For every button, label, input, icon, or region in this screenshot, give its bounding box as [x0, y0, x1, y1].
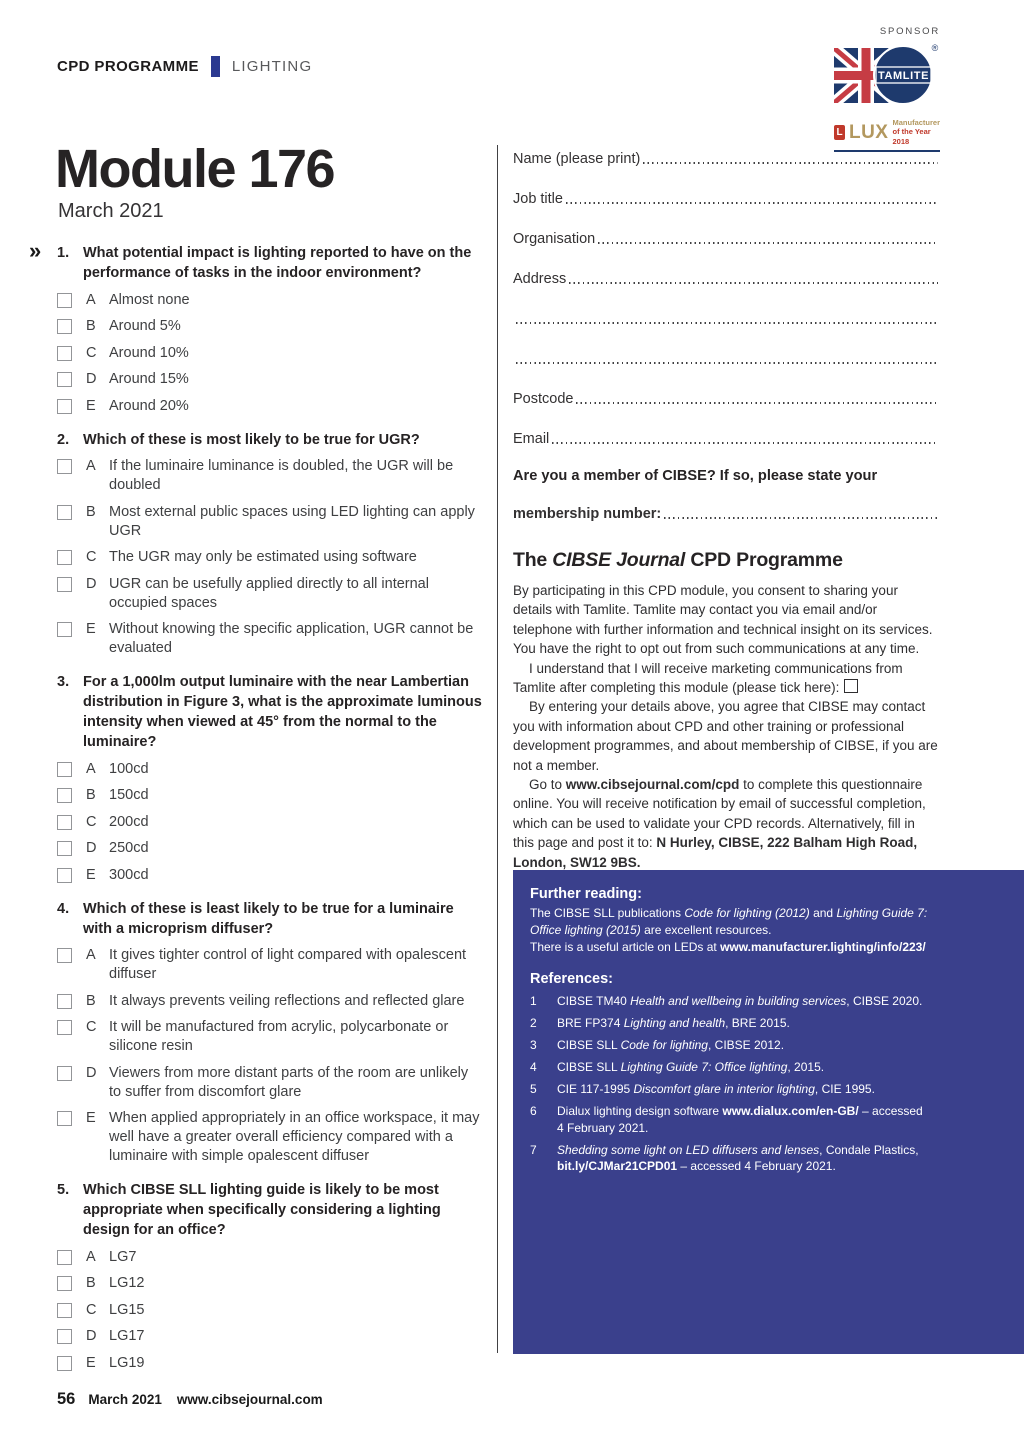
reference-item: [530, 1142, 930, 1175]
option-text: Viewers from more distant parts of the room are unlikely to suffer from discomfort glare: [109, 1064, 469, 1100]
option-letter: B: [86, 992, 96, 1009]
option-text: LG17: [109, 1328, 145, 1344]
option-row: [57, 786, 483, 805]
field-line[interactable]: [569, 282, 938, 284]
lux-wordmark: LUX: [848, 121, 889, 143]
option-letter: E: [86, 397, 96, 414]
option-text: It will be manufactured from acrylic, polycarbonate or silicone resin: [109, 1019, 449, 1054]
footer-issue: March 2021: [88, 1392, 162, 1407]
answer-checkbox[interactable]: [57, 1276, 72, 1291]
option-text: LG7: [109, 1248, 137, 1265]
form-column: [513, 147, 938, 872]
option-row: [57, 291, 483, 310]
option-letter: A: [86, 760, 96, 777]
option-letter: B: [86, 787, 96, 803]
answer-checkbox[interactable]: [57, 1356, 72, 1371]
option-text: 200cd: [109, 813, 149, 830]
reference-item: [530, 1015, 930, 1032]
quiz-column: [29, 238, 483, 1387]
option-row: [57, 370, 483, 389]
reference-number: 2: [530, 1016, 537, 1030]
answer-checkbox[interactable]: [57, 550, 72, 565]
footer-website: www.cibsejournal.com: [176, 1392, 323, 1407]
option-letter: A: [86, 1248, 96, 1265]
option-row: [57, 457, 483, 495]
answer-checkbox[interactable]: [57, 293, 72, 308]
question-text: For a 1,000lm output luminaire with the near Lambertian distribution in Figure 3, what is the approximate luminous intensity when viewed at 45° from the normal to the luminaire?: [83, 674, 482, 750]
option-text: Around 5%: [109, 318, 181, 334]
option-letter: D: [86, 840, 97, 856]
field-organisation[interactable]: [513, 227, 938, 247]
option-row: [57, 344, 483, 363]
registered-mark: ®: [931, 43, 939, 53]
answer-checkbox[interactable]: [57, 815, 72, 830]
reference-number: 4: [530, 1060, 537, 1074]
option-row: [57, 503, 483, 541]
field-name[interactable]: [513, 147, 938, 167]
field-label: membership number:: [513, 506, 662, 522]
tamlite-wordmark: TAMLITE: [877, 70, 930, 82]
answer-checkbox[interactable]: [57, 994, 72, 1009]
option-text: It gives tighter control of light compared with opalescent diffuser: [109, 947, 467, 982]
field-line[interactable]: [566, 202, 938, 204]
answer-checkbox[interactable]: [57, 948, 72, 963]
programme-paragraph: Go to www.cibsejournal.com/cpd to complete this questionnaire online. You will receive notification by email of successful completion, which can be used to validate your CPD records. Alternatively, fill in this page and post it to: N Hurley, CIBSE, 222 Balham High Road, London, SW12 9BS.: [513, 777, 926, 870]
option-row: [57, 1301, 483, 1320]
option-text: Without knowing the specific application, UGR cannot be evaluated: [109, 621, 474, 656]
field-label: Name (please print): [513, 151, 641, 167]
programme-paragraph: By entering your details above, you agree that CIBSE may contact you with information about CPD and other training or professional development programmes, and about membership of CIBSE, if you are not a member.: [513, 699, 938, 773]
page-date: March 2021: [58, 200, 164, 222]
reference-number: 5: [530, 1082, 537, 1096]
further-reading-panel: [513, 870, 1024, 1354]
answer-checkbox[interactable]: [57, 622, 72, 637]
reference-item: [530, 993, 930, 1010]
answer-checkbox[interactable]: [57, 788, 72, 803]
option-text: 300cd: [109, 866, 149, 883]
option-row: [57, 1327, 483, 1346]
answer-checkbox[interactable]: [57, 1020, 72, 1035]
reference-text: CIE 117-1995 Discomfort glare in interior lighting, CIE 1995.: [557, 1082, 875, 1096]
answer-checkbox[interactable]: [57, 868, 72, 883]
reference-number: 1: [530, 994, 537, 1008]
field-line[interactable]: [598, 242, 938, 244]
field-email[interactable]: [513, 427, 938, 447]
reference-text: CIBSE SLL Code for lighting, CIBSE 2012.: [557, 1038, 785, 1052]
answer-checkbox[interactable]: [57, 1303, 72, 1318]
option-text: If the luminaire luminance is doubled, the UGR will be doubled: [109, 458, 454, 493]
question-number: 5.: [57, 1182, 70, 1198]
option-letter: B: [86, 1275, 96, 1291]
answer-checkbox[interactable]: [57, 1111, 72, 1126]
option-text: The UGR may only be estimated using software: [109, 549, 417, 565]
question-text: Which of these is least likely to be true for a luminaire with a microprism diffuser?: [83, 900, 454, 937]
field-membership-number[interactable]: [513, 502, 938, 522]
option-row: [57, 397, 483, 416]
column-divider: [497, 145, 498, 1353]
field-address-line-2[interactable]: [513, 307, 938, 327]
question-text: Which CIBSE SLL lighting guide is likely to be most appropriate when specifically considering a lighting design for an office?: [83, 1182, 441, 1238]
option-text: It always prevents veiling reflections and reflected glare: [109, 992, 465, 1009]
lux-award: [834, 118, 940, 146]
reference-number: 6: [530, 1104, 537, 1118]
option-row: [57, 992, 483, 1011]
page-number: 56: [57, 1390, 76, 1408]
further-reading-title: Further reading:: [530, 886, 642, 902]
reference-text: CIBSE SLL Lighting Guide 7: Office lighting, 2015.: [557, 1060, 825, 1074]
option-letter: D: [86, 371, 97, 387]
tamlite-logo: [834, 40, 940, 110]
field-address-line-3[interactable]: [513, 347, 938, 367]
option-text: LG12: [109, 1275, 145, 1291]
option-letter: B: [86, 318, 96, 334]
option-row: [57, 813, 483, 832]
field-label: Job title: [513, 191, 563, 207]
answer-checkbox[interactable]: [57, 577, 72, 592]
reference-number: 3: [530, 1038, 537, 1052]
option-row: [57, 1354, 483, 1373]
reference-text: Dialux lighting design software www.dialux.com/en-GB/ – accessed 4 February 2021.: [557, 1104, 923, 1135]
option-row: [57, 620, 483, 658]
option-text: Around 10%: [109, 344, 189, 361]
lux-badge-icon: L: [834, 125, 845, 140]
answer-checkbox[interactable]: [57, 762, 72, 777]
question-number: 3.: [57, 674, 70, 690]
option-letter: C: [86, 813, 97, 830]
membership-question: Are you a member of CIBSE? If so, please state your: [513, 468, 878, 484]
reference-text: BRE FP374 Lighting and health, BRE 2015.: [557, 1016, 790, 1030]
option-letter: B: [86, 503, 96, 520]
question-text: What potential impact is lighting reported to have on the performance of tasks in the indoor environment?: [83, 245, 472, 281]
option-row: [57, 946, 483, 984]
tick-here-checkbox[interactable]: [844, 679, 858, 693]
page-header: [57, 56, 312, 77]
page-title: Module 176: [55, 139, 335, 199]
header-section-label: LIGHTING: [231, 58, 313, 75]
option-row: [57, 839, 483, 858]
question-text: Which of these is most likely to be true for UGR?: [83, 431, 420, 448]
option-row: [57, 1064, 483, 1102]
option-row: [57, 317, 483, 336]
field-line[interactable]: [516, 362, 938, 364]
field-label: Address: [513, 271, 567, 287]
field-line[interactable]: [516, 322, 938, 324]
field-address[interactable]: [513, 267, 938, 287]
option-row: [57, 575, 483, 613]
option-letter: C: [86, 549, 97, 565]
option-letter: D: [86, 575, 97, 592]
field-postcode[interactable]: [513, 387, 938, 407]
field-line[interactable]: [643, 162, 938, 164]
programme-body: [513, 581, 938, 872]
sponsor-block: [834, 26, 940, 152]
answer-checkbox[interactable]: [57, 399, 72, 414]
option-letter: E: [86, 1110, 96, 1126]
reference-item: [530, 1059, 930, 1076]
reference-item: [530, 1103, 930, 1136]
reference-text: CIBSE TM40 Health and wellbeing in building services, CIBSE 2020.: [557, 994, 923, 1008]
option-row: [57, 548, 483, 567]
programme-paragraph: [513, 659, 938, 698]
option-row: [57, 1248, 483, 1267]
answer-checkbox[interactable]: [57, 372, 72, 387]
option-text: Almost none: [109, 291, 190, 308]
chevron-icon: »: [29, 238, 42, 263]
answer-checkbox[interactable]: [57, 1329, 72, 1344]
option-text: 250cd: [109, 840, 149, 856]
question-1: [29, 238, 483, 416]
field-line[interactable]: [664, 517, 938, 519]
programme-paragraph: By participating in this CPD module, you consent to sharing your details with Tamlite. Tamlite may contact you via email and/or telephone with further information and technical insight on its services. You have the right to opt out from such communications at any time.: [513, 583, 933, 657]
option-text: LG19: [109, 1354, 145, 1371]
question-4: [57, 899, 483, 1167]
option-letter: A: [86, 458, 96, 474]
programme-title: The CIBSE Journal CPD Programme: [513, 549, 843, 571]
reference-item: [530, 1037, 930, 1054]
option-letter: E: [86, 866, 96, 883]
option-row: [57, 1018, 483, 1056]
question-number: 2.: [57, 431, 70, 448]
question-3: [57, 672, 483, 885]
field-line[interactable]: [552, 442, 938, 444]
further-reading-text: The CIBSE SLL publications Code for lighting (2012) and Lighting Guide 7: Office lighting (2015) are excellent resources.: [530, 906, 928, 937]
field-label: Email: [513, 431, 550, 447]
sponsor-label: SPONSOR: [879, 26, 940, 37]
answer-checkbox[interactable]: [57, 1250, 72, 1265]
option-letter: A: [86, 291, 96, 308]
answer-checkbox[interactable]: [57, 841, 72, 856]
field-label: Organisation: [513, 231, 596, 247]
references-title: References:: [530, 971, 614, 987]
question-2: [57, 430, 483, 659]
option-row: [57, 1109, 483, 1166]
lux-award-line1: Manufacturer: [892, 118, 940, 127]
option-text: Around 15%: [109, 371, 189, 387]
option-text: LG15: [109, 1301, 145, 1318]
field-label: Postcode: [513, 391, 574, 407]
option-letter: D: [86, 1328, 97, 1344]
option-text: UGR can be usefully applied directly to all internal occupied spaces: [109, 575, 429, 611]
question-number: 1.: [57, 245, 70, 261]
reference-item: [530, 1081, 930, 1098]
answer-checkbox[interactable]: [57, 1066, 72, 1081]
answer-checkbox[interactable]: [57, 319, 72, 334]
option-letter: C: [86, 1301, 97, 1318]
field-job-title[interactable]: [513, 187, 938, 207]
header-kicker: CPD PROGRAMME: [57, 58, 199, 75]
option-letter: A: [86, 947, 96, 963]
page-footer: [57, 1390, 323, 1409]
answer-checkbox[interactable]: [57, 505, 72, 520]
option-text: Most external public spaces using LED lighting can apply UGR: [109, 503, 475, 539]
option-text: Around 20%: [109, 397, 189, 414]
field-line[interactable]: [576, 402, 938, 404]
option-letter: C: [86, 1019, 97, 1035]
question-5: [57, 1180, 483, 1373]
option-letter: E: [86, 621, 96, 637]
reference-text: Shedding some light on LED diffusers and lenses, Condale Plastics, bit.ly/CJMar21CPD01 – accessed 4 February 2021.: [557, 1142, 919, 1173]
option-text: 100cd: [109, 760, 149, 777]
lux-award-line2: of the Year 2018: [892, 127, 931, 146]
header-accent-bar: [211, 56, 220, 77]
answer-checkbox[interactable]: [57, 459, 72, 474]
question-number: 4.: [57, 900, 70, 917]
option-row: [57, 866, 483, 885]
option-letter: E: [86, 1354, 96, 1371]
option-row: [57, 760, 483, 779]
tick-consent-text: I understand that I will receive marketing communications from Tamlite after completing this module (please tick here):: [513, 660, 903, 696]
reference-number: 7: [530, 1142, 537, 1157]
option-text: When applied appropriately in an office workspace, it may well have a greater overall efficiency compared with a luminaire with simple opalescent diffuser: [109, 1110, 480, 1164]
option-letter: C: [86, 344, 97, 361]
answer-checkbox[interactable]: [57, 346, 72, 361]
further-reading-link-line: There is a useful article on LEDs at www.manufacturer.lighting/info/223/: [530, 940, 926, 954]
option-letter: D: [86, 1064, 97, 1081]
option-row: [57, 1274, 483, 1293]
option-text: 150cd: [109, 787, 149, 803]
